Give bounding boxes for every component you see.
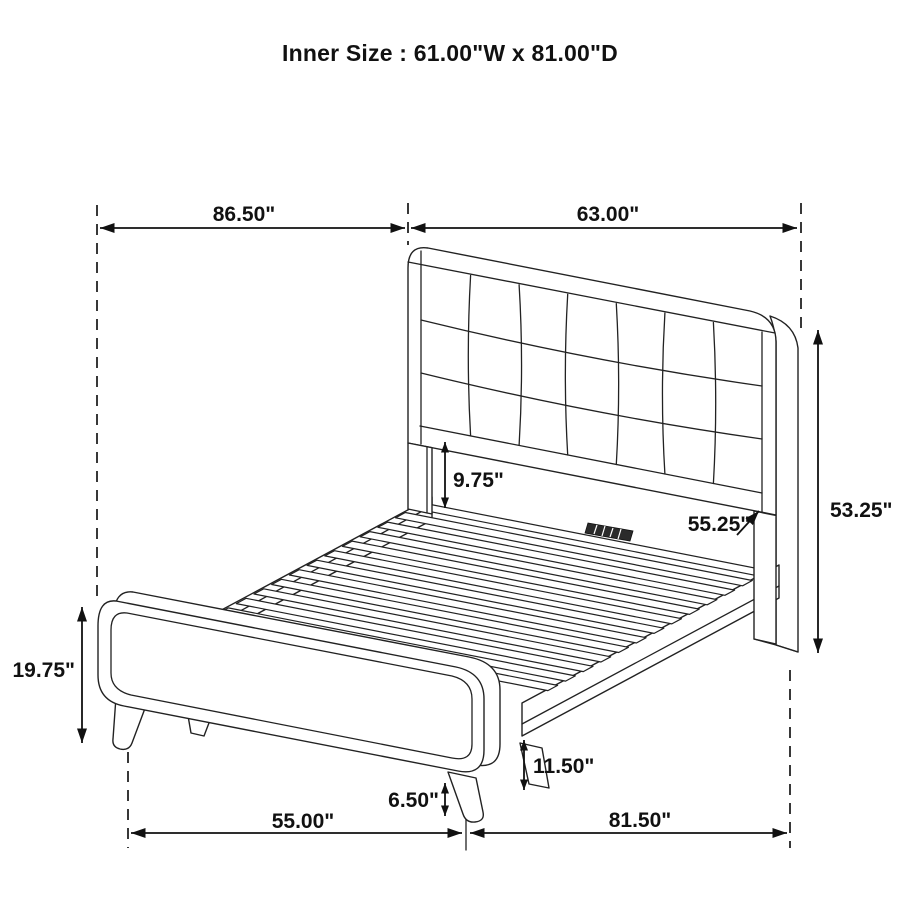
dim-bottom-footboard-span	[131, 810, 462, 833]
dim-label-6-50: 6.50"	[388, 789, 439, 812]
dim-label-63-00: 63.00"	[576, 203, 640, 226]
dim-footboard-height	[12, 607, 82, 743]
dim-leg-height	[388, 783, 445, 816]
dim-label-86-50: 86.50"	[212, 203, 276, 226]
dim-bottom-side-span	[470, 809, 787, 833]
dim-headboard-height	[818, 330, 893, 653]
dim-top-width	[411, 203, 797, 228]
dim-label-55-00: 55.00"	[271, 810, 335, 833]
dim-label-53-25: 53.25"	[830, 499, 893, 522]
headboard-left-post	[408, 443, 432, 514]
dim-label-19-75: 19.75"	[12, 659, 75, 682]
dim-label-9-75: 9.75"	[453, 469, 504, 492]
dim-label-11-50: 11.50"	[533, 755, 595, 778]
dim-label-81-50: 81.50"	[608, 809, 672, 832]
footboard-front-right-leg	[448, 772, 483, 822]
dim-top-side-depth	[100, 203, 405, 228]
page-title: Inner Size : 61.00"W x 81.00"D	[282, 40, 618, 66]
dim-label-55-25: 55.25"	[687, 513, 751, 536]
dim-inner-slat-width	[688, 511, 759, 536]
